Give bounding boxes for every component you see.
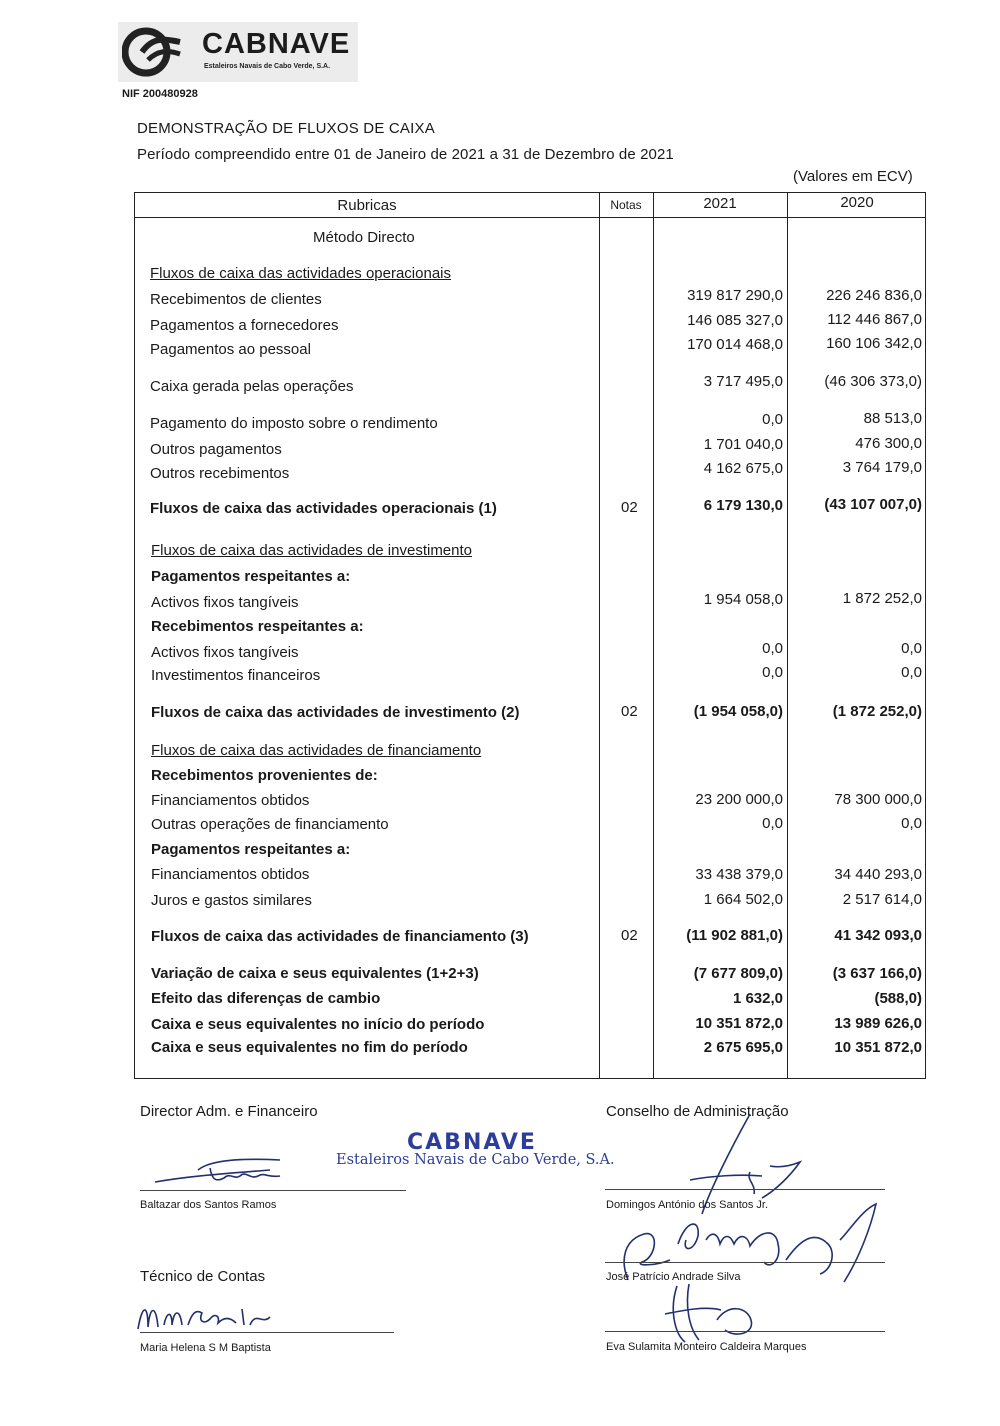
value-2021: 1 664 502,0 bbox=[703, 891, 783, 908]
summary-2020: 13 989 626,0 bbox=[834, 1015, 922, 1032]
row-label: Investimentos financeiros bbox=[151, 667, 321, 684]
value-2020: 112 446 867,0 bbox=[827, 311, 922, 328]
subheading: Pagamentos respeitantes a: bbox=[151, 568, 351, 585]
document-period: Período compreendido entre 01 de Janeiro de 2021 a 31 de Dezembro de 2021 bbox=[137, 146, 674, 163]
subheading: Recebimentos respeitantes a: bbox=[151, 618, 364, 635]
row-label: Pagamentos ao pessoal bbox=[150, 341, 311, 358]
subheading: Pagamentos respeitantes a: bbox=[151, 841, 351, 858]
summary-label: Caixa e seus equivalentes no fim do período bbox=[151, 1039, 468, 1056]
note-ref: 02 bbox=[621, 703, 638, 720]
value-2020: 78 300 000,0 bbox=[834, 791, 922, 808]
value-2020: 0,0 bbox=[901, 815, 922, 832]
cash-flow-table bbox=[134, 192, 926, 1079]
summary-label: Variação de caixa e seus equivalentes (1+2+3) bbox=[151, 965, 479, 982]
cabnave-logo-icon bbox=[122, 26, 182, 78]
cfo-name: Baltazar dos Santos Ramos bbox=[140, 1199, 277, 1211]
summary-2021: 1 632,0 bbox=[732, 990, 783, 1007]
summary-2021: (7 677 809,0) bbox=[693, 965, 783, 982]
total-2020: (43 107 007,0) bbox=[824, 496, 922, 513]
header-notas: Notas bbox=[610, 198, 642, 212]
note-ref: 02 bbox=[621, 927, 638, 944]
value-2021: 319 817 290,0 bbox=[687, 287, 783, 304]
signature-line bbox=[140, 1332, 394, 1333]
company-stamp-name: CABNAVE bbox=[407, 1130, 537, 1155]
value-2020: 88 513,0 bbox=[863, 410, 922, 427]
value-2020: (46 306 373,0) bbox=[824, 373, 922, 390]
company-logo bbox=[118, 22, 358, 82]
header-year-2020: 2020 bbox=[840, 194, 874, 211]
signature-line bbox=[140, 1190, 406, 1191]
header-divider bbox=[135, 217, 925, 218]
board-signature-3 bbox=[655, 1280, 765, 1350]
company-stamp-subtitle: Estaleiros Navais de Cabo Verde, S.A. bbox=[336, 1152, 615, 1168]
value-2020: 3 764 179,0 bbox=[842, 459, 922, 476]
value-2020: 476 300,0 bbox=[855, 435, 922, 452]
summary-2020: (588,0) bbox=[874, 990, 922, 1007]
value-2021: 0,0 bbox=[762, 664, 783, 681]
row-label: Financiamentos obtidos bbox=[151, 866, 310, 883]
row-label: Caixa gerada pelas operações bbox=[150, 378, 354, 395]
accountant-role: Técnico de Contas bbox=[140, 1268, 266, 1285]
method-label: Método Directo bbox=[313, 229, 415, 246]
board-member-name: Eva Sulamita Monteiro Caldeira Marques bbox=[606, 1341, 807, 1353]
total-2021: (1 954 058,0) bbox=[693, 703, 783, 720]
column-divider bbox=[599, 193, 600, 1078]
column-divider bbox=[653, 193, 654, 1078]
value-2021: 1 954 058,0 bbox=[703, 591, 783, 608]
value-2021: 4 162 675,0 bbox=[703, 460, 783, 477]
row-label: Pagamento do imposto sobre o rendimento bbox=[150, 415, 438, 432]
row-label: Financiamentos obtidos bbox=[151, 792, 310, 809]
total-2020: (1 872 252,0) bbox=[832, 703, 922, 720]
row-label: Recebimentos de clientes bbox=[150, 291, 322, 308]
logo-subtitle: Estaleiros Navais de Cabo Verde, S.A. bbox=[204, 63, 331, 70]
section-heading-investing: Fluxos de caixa das actividades de investimento bbox=[151, 542, 473, 559]
board-member-name: Domingos António dos Santos Jr. bbox=[606, 1199, 769, 1211]
total-label: Fluxos de caixa das actividades de financiamento (3) bbox=[151, 928, 529, 945]
total-label: Fluxos de caixa das actividades de investimento (2) bbox=[151, 704, 520, 721]
row-label: Outros recebimentos bbox=[150, 465, 290, 482]
cfo-signature bbox=[150, 1150, 310, 1192]
note-ref: 02 bbox=[621, 499, 638, 516]
value-2020: 1 872 252,0 bbox=[842, 590, 922, 607]
board-role: Conselho de Administração bbox=[606, 1103, 789, 1120]
value-2021: 170 014 468,0 bbox=[687, 336, 783, 353]
row-label: Activos fixos tangíveis bbox=[151, 644, 299, 661]
row-label: Outras operações de financiamento bbox=[151, 816, 389, 833]
value-2021: 23 200 000,0 bbox=[695, 791, 783, 808]
summary-2021: 10 351 872,0 bbox=[695, 1015, 783, 1032]
summary-2020: (3 637 166,0) bbox=[832, 965, 922, 982]
total-2020: 41 342 093,0 bbox=[834, 927, 922, 944]
summary-label: Efeito das diferenças de cambio bbox=[151, 990, 381, 1007]
value-2020: 0,0 bbox=[901, 664, 922, 681]
column-divider bbox=[787, 193, 788, 1078]
accountant-signature bbox=[132, 1295, 282, 1335]
summary-2020: 10 351 872,0 bbox=[834, 1039, 922, 1056]
total-2021: (11 902 881,0) bbox=[686, 927, 783, 944]
value-2021: 0,0 bbox=[762, 411, 783, 428]
signature-line bbox=[605, 1189, 885, 1190]
value-2020: 0,0 bbox=[901, 640, 922, 657]
tax-id: NIF 200480928 bbox=[122, 88, 198, 100]
row-label: Activos fixos tangíveis bbox=[151, 594, 299, 611]
signature-line bbox=[605, 1331, 885, 1332]
value-2021: 146 085 327,0 bbox=[687, 312, 783, 329]
value-2020: 160 106 342,0 bbox=[826, 335, 922, 352]
row-label: Outros pagamentos bbox=[150, 441, 282, 458]
subheading: Recebimentos provenientes de: bbox=[151, 767, 378, 784]
units-note: (Valores em ECV) bbox=[793, 168, 913, 185]
value-2020: 2 517 614,0 bbox=[842, 891, 922, 908]
row-label: Pagamentos a fornecedores bbox=[150, 317, 339, 334]
summary-label: Caixa e seus equivalentes no início do período bbox=[151, 1016, 485, 1033]
section-heading-operating: Fluxos de caixa das actividades operacionais bbox=[150, 265, 452, 282]
value-2021: 0,0 bbox=[762, 640, 783, 657]
header-year-2021: 2021 bbox=[703, 195, 737, 212]
logo-name: CABNAVE bbox=[202, 28, 351, 60]
value-2021: 33 438 379,0 bbox=[695, 866, 783, 883]
cfo-role: Director Adm. e Financeiro bbox=[140, 1103, 318, 1120]
signature-line bbox=[605, 1262, 885, 1263]
total-2021: 6 179 130,0 bbox=[703, 497, 783, 514]
value-2020: 226 246 836,0 bbox=[826, 287, 922, 304]
value-2020: 34 440 293,0 bbox=[834, 866, 922, 883]
document-title: DEMONSTRAÇÃO DE FLUXOS DE CAIXA bbox=[137, 120, 435, 137]
board-member-name: José Patrício Andrade Silva bbox=[606, 1271, 741, 1283]
accountant-name: Maria Helena S M Baptista bbox=[140, 1342, 271, 1354]
value-2021: 0,0 bbox=[762, 815, 783, 832]
section-heading-financing: Fluxos de caixa das actividades de financiamento bbox=[151, 742, 482, 759]
row-label: Juros e gastos similares bbox=[151, 892, 312, 909]
summary-2021: 2 675 695,0 bbox=[703, 1039, 783, 1056]
header-rubricas: Rubricas bbox=[337, 197, 397, 214]
value-2021: 1 701 040,0 bbox=[703, 436, 783, 453]
total-label: Fluxos de caixa das actividades operacionais (1) bbox=[150, 500, 497, 517]
value-2021: 3 717 495,0 bbox=[703, 373, 783, 390]
